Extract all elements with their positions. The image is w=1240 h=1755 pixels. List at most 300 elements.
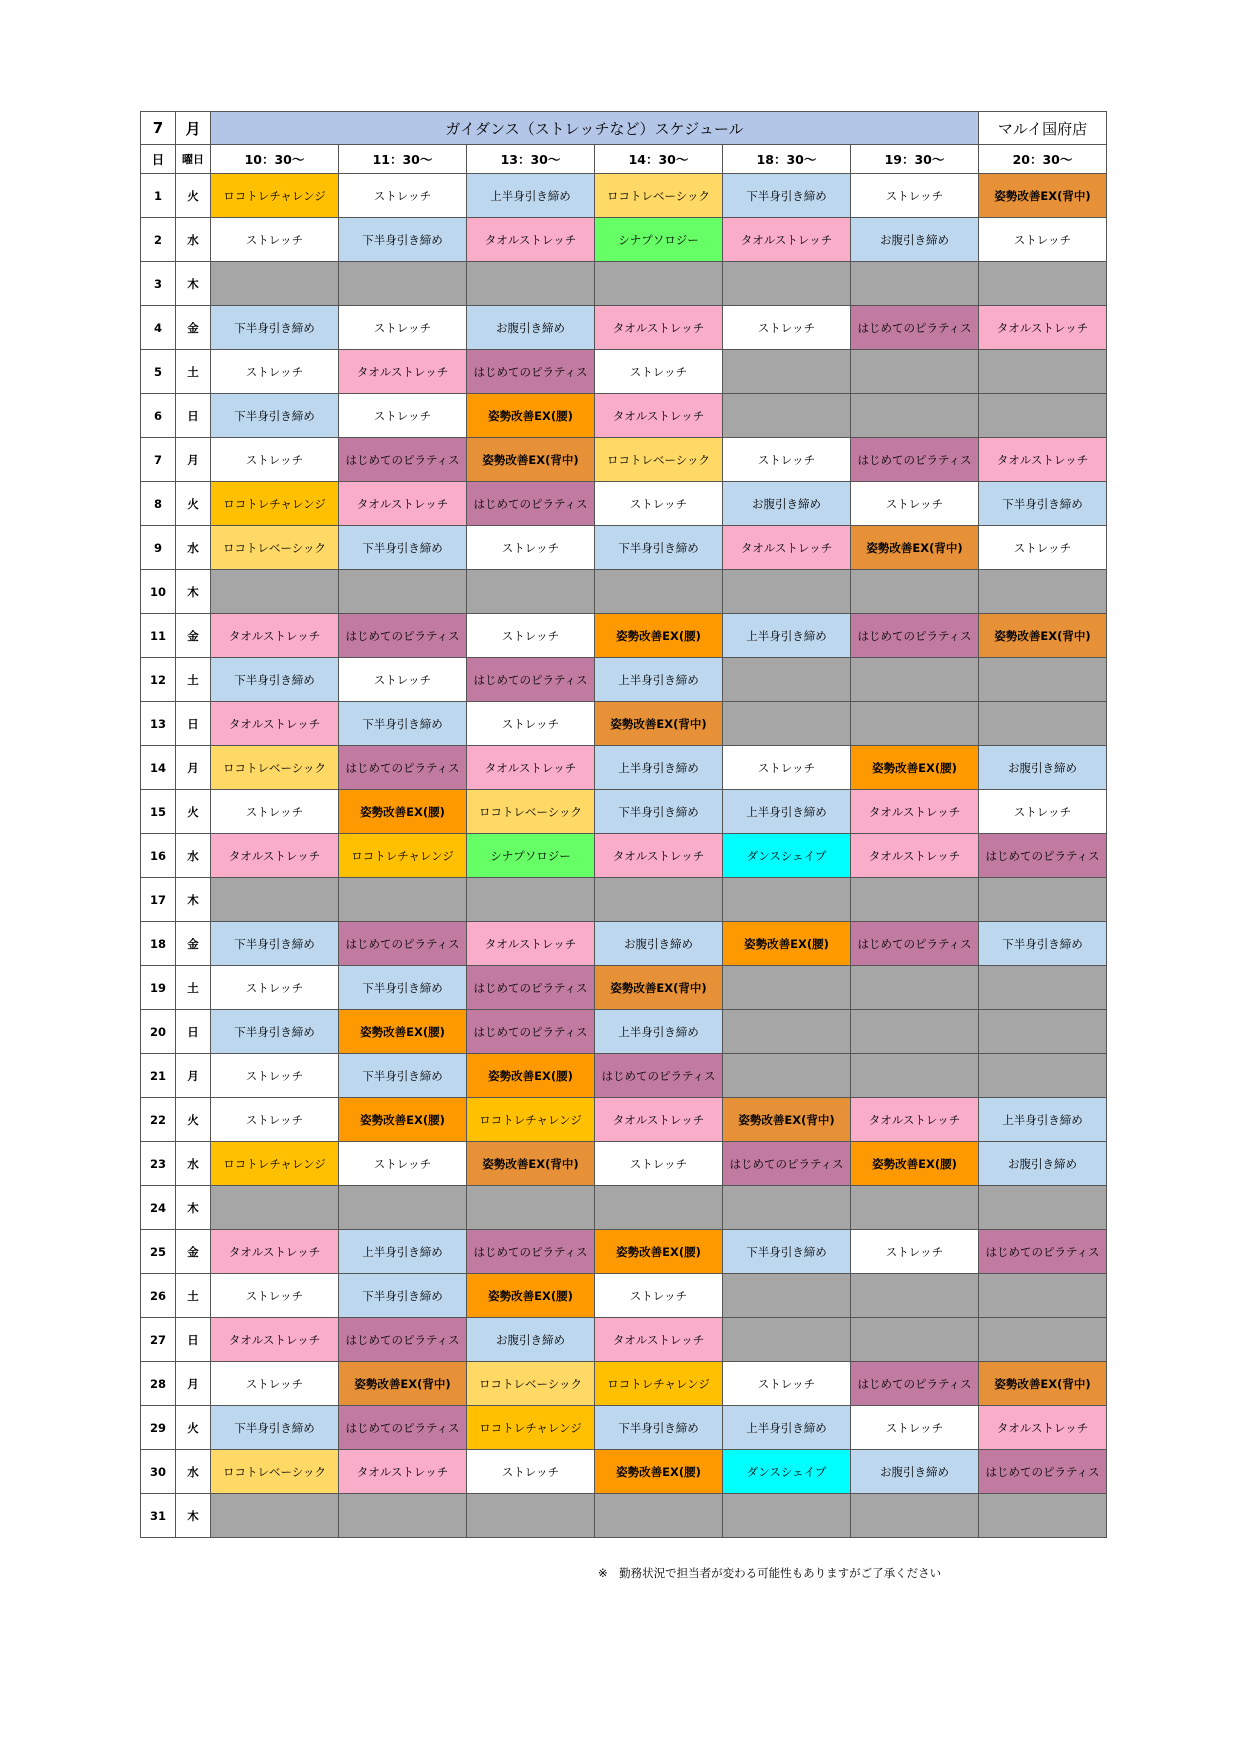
table-row (141, 922, 1107, 966)
table-row (141, 1406, 1107, 1450)
footer-note: ※ 勤務状況で担当者が変わる可能性もありますがご了承ください (598, 1566, 942, 1580)
closed-cell (339, 1186, 467, 1230)
closed-cell (339, 1494, 467, 1538)
day-number: 15 (141, 790, 176, 834)
class-cell: タオルストレッチ (595, 306, 723, 350)
class-cell: タオルストレッチ (211, 834, 339, 878)
class-cell: タオルストレッチ (979, 1406, 1107, 1450)
table-row (141, 614, 1107, 658)
class-cell: はじめてのピラティス (851, 306, 979, 350)
class-cell: ストレッチ (211, 1054, 339, 1098)
class-cell: ストレッチ (211, 790, 339, 834)
class-cell: 下半身引き締め (339, 526, 467, 570)
class-cell: 下半身引き締め (211, 922, 339, 966)
class-cell: ロコトレチャレンジ (339, 834, 467, 878)
class-cell: タオルストレッチ (467, 218, 595, 262)
class-cell: お腹引き締め (851, 1450, 979, 1494)
closed-cell (979, 1494, 1107, 1538)
class-cell: はじめてのピラティス (467, 658, 595, 702)
closed-cell (595, 1186, 723, 1230)
weekday-cell: 土 (176, 350, 211, 394)
class-cell: はじめてのピラティス (339, 1318, 467, 1362)
weekday-cell: 金 (176, 1230, 211, 1274)
closed-cell (851, 702, 979, 746)
class-cell: ダンスシェイプ (723, 834, 851, 878)
class-cell: 姿勢改善EX(腰) (595, 614, 723, 658)
day-number: 9 (141, 526, 176, 570)
weekday-cell: 日 (176, 702, 211, 746)
class-cell: ロコトレベーシック (211, 1450, 339, 1494)
class-cell: はじめてのピラティス (339, 922, 467, 966)
column-header-time: 10：30～ (211, 145, 339, 174)
closed-cell (979, 394, 1107, 438)
class-cell: お腹引き締め (467, 306, 595, 350)
class-cell: タオルストレッチ (211, 614, 339, 658)
class-cell: タオルストレッチ (595, 1318, 723, 1362)
closed-cell (467, 1186, 595, 1230)
weekday-cell: 金 (176, 614, 211, 658)
class-cell: シナプソロジー (595, 218, 723, 262)
class-cell: お腹引き締め (851, 218, 979, 262)
closed-cell (595, 878, 723, 922)
class-cell: 上半身引き締め (979, 1098, 1107, 1142)
class-cell: はじめてのピラティス (851, 922, 979, 966)
closed-cell (979, 1274, 1107, 1318)
class-cell: 下半身引き締め (211, 394, 339, 438)
class-cell: タオルストレッチ (595, 834, 723, 878)
weekday-cell: 月 (176, 1054, 211, 1098)
column-header-time: 13：30～ (467, 145, 595, 174)
class-cell: 姿勢改善EX(背中) (851, 526, 979, 570)
closed-cell (211, 570, 339, 614)
class-cell: 下半身引き締め (595, 1406, 723, 1450)
class-cell: お腹引き締め (723, 482, 851, 526)
day-number: 18 (141, 922, 176, 966)
closed-cell (211, 1494, 339, 1538)
class-cell: 姿勢改善EX(腰) (339, 1098, 467, 1142)
weekday-cell: 土 (176, 966, 211, 1010)
class-cell: ストレッチ (211, 438, 339, 482)
day-number: 19 (141, 966, 176, 1010)
class-cell: タオルストレッチ (339, 482, 467, 526)
class-cell: 下半身引き締め (595, 526, 723, 570)
class-cell: ロコトレチャレンジ (467, 1406, 595, 1450)
closed-cell (851, 658, 979, 702)
closed-cell (851, 262, 979, 306)
class-cell: 下半身引き締め (595, 790, 723, 834)
weekday-cell: 水 (176, 1450, 211, 1494)
weekday-cell: 木 (176, 1186, 211, 1230)
day-number: 25 (141, 1230, 176, 1274)
closed-cell (979, 350, 1107, 394)
closed-cell (723, 878, 851, 922)
day-number: 5 (141, 350, 176, 394)
day-number: 17 (141, 878, 176, 922)
closed-cell (979, 262, 1107, 306)
class-cell: ストレッチ (851, 1406, 979, 1450)
closed-cell (467, 1494, 595, 1538)
class-cell: ストレッチ (595, 350, 723, 394)
closed-cell (467, 262, 595, 306)
class-cell: ストレッチ (467, 1450, 595, 1494)
class-cell: 姿勢改善EX(背中) (467, 1142, 595, 1186)
day-number: 1 (141, 174, 176, 218)
class-cell: はじめてのピラティス (339, 1406, 467, 1450)
class-cell: ロコトレチャレンジ (211, 1142, 339, 1186)
closed-cell (979, 658, 1107, 702)
class-cell: はじめてのピラティス (595, 1054, 723, 1098)
day-number: 27 (141, 1318, 176, 1362)
class-cell: 下半身引き締め (339, 1054, 467, 1098)
class-cell: はじめてのピラティス (723, 1142, 851, 1186)
column-header-time: 11：30～ (339, 145, 467, 174)
class-cell: タオルストレッチ (851, 834, 979, 878)
table-row (141, 350, 1107, 394)
title-row (141, 112, 1107, 145)
class-cell: はじめてのピラティス (467, 482, 595, 526)
column-header-time: 14：30～ (595, 145, 723, 174)
closed-cell (211, 878, 339, 922)
class-cell: ダンスシェイプ (723, 1450, 851, 1494)
class-cell: ストレッチ (723, 438, 851, 482)
class-cell: お腹引き締め (595, 922, 723, 966)
day-number: 24 (141, 1186, 176, 1230)
class-cell: タオルストレッチ (979, 306, 1107, 350)
class-cell: ロコトレベーシック (595, 174, 723, 218)
closed-cell (851, 878, 979, 922)
table-row (141, 790, 1107, 834)
class-cell: シナプソロジー (467, 834, 595, 878)
weekday-cell: 水 (176, 526, 211, 570)
class-cell: 下半身引き締め (723, 1230, 851, 1274)
class-cell: ストレッチ (979, 526, 1107, 570)
class-cell: はじめてのピラティス (851, 438, 979, 482)
class-cell: 下半身引き締め (339, 1274, 467, 1318)
table-row (141, 746, 1107, 790)
day-number: 29 (141, 1406, 176, 1450)
table-row (141, 702, 1107, 746)
closed-cell (467, 878, 595, 922)
weekday-cell: 土 (176, 1274, 211, 1318)
class-cell: 上半身引き締め (339, 1230, 467, 1274)
class-cell: はじめてのピラティス (467, 350, 595, 394)
class-cell: ストレッチ (851, 174, 979, 218)
class-cell: はじめてのピラティス (467, 966, 595, 1010)
class-cell: ストレッチ (339, 394, 467, 438)
closed-cell (723, 394, 851, 438)
table-row (141, 438, 1107, 482)
class-cell: ロコトレチャレンジ (211, 174, 339, 218)
closed-cell (851, 394, 979, 438)
day-number: 13 (141, 702, 176, 746)
class-cell: タオルストレッチ (595, 394, 723, 438)
table-row (141, 834, 1107, 878)
weekday-cell: 木 (176, 1494, 211, 1538)
weekday-cell: 水 (176, 1142, 211, 1186)
class-cell: 姿勢改善EX(腰) (339, 790, 467, 834)
day-number: 10 (141, 570, 176, 614)
class-cell: ストレッチ (723, 306, 851, 350)
day-number: 30 (141, 1450, 176, 1494)
closed-cell (723, 1318, 851, 1362)
table-row (141, 174, 1107, 218)
class-cell: ストレッチ (595, 1274, 723, 1318)
class-cell: ストレッチ (851, 482, 979, 526)
class-cell: 姿勢改善EX(腰) (467, 394, 595, 438)
class-cell: 姿勢改善EX(背中) (723, 1098, 851, 1142)
class-cell: ロコトレチャレンジ (595, 1362, 723, 1406)
class-cell: 姿勢改善EX(背中) (339, 1362, 467, 1406)
column-header-time: 20：30～ (979, 145, 1107, 174)
table-row (141, 1098, 1107, 1142)
closed-cell (339, 878, 467, 922)
class-cell: ロコトレベーシック (467, 790, 595, 834)
table-row (141, 1186, 1107, 1230)
class-cell: タオルストレッチ (979, 438, 1107, 482)
weekday-cell: 金 (176, 306, 211, 350)
table-row (141, 1230, 1107, 1274)
weekday-cell: 日 (176, 1010, 211, 1054)
weekday-cell: 火 (176, 482, 211, 526)
class-cell: ストレッチ (467, 614, 595, 658)
class-cell: ストレッチ (339, 174, 467, 218)
closed-cell (723, 658, 851, 702)
table-row (141, 1010, 1107, 1054)
weekday-cell: 水 (176, 834, 211, 878)
class-cell: ストレッチ (211, 1274, 339, 1318)
table-row (141, 218, 1107, 262)
closed-cell (723, 966, 851, 1010)
class-cell: 上半身引き締め (595, 746, 723, 790)
closed-cell (211, 1186, 339, 1230)
class-cell: はじめてのピラティス (467, 1010, 595, 1054)
class-cell: ストレッチ (211, 218, 339, 262)
class-cell: タオルストレッチ (211, 702, 339, 746)
closed-cell (851, 1318, 979, 1362)
class-cell: はじめてのピラティス (467, 1230, 595, 1274)
class-cell: ストレッチ (979, 218, 1107, 262)
table-row (141, 658, 1107, 702)
day-number: 22 (141, 1098, 176, 1142)
closed-cell (595, 1494, 723, 1538)
class-cell: ストレッチ (723, 746, 851, 790)
class-cell: 下半身引き締め (339, 702, 467, 746)
closed-cell (339, 570, 467, 614)
class-cell: 上半身引き締め (595, 1010, 723, 1054)
day-number: 2 (141, 218, 176, 262)
class-cell: はじめてのピラティス (979, 834, 1107, 878)
month-label: 月 (176, 112, 211, 145)
table-row (141, 262, 1107, 306)
closed-cell (595, 570, 723, 614)
closed-cell (851, 1010, 979, 1054)
class-cell: お腹引き締め (467, 1318, 595, 1362)
class-cell: 姿勢改善EX(腰) (595, 1450, 723, 1494)
weekday-cell: 木 (176, 878, 211, 922)
class-cell: タオルストレッチ (467, 922, 595, 966)
table-row (141, 966, 1107, 1010)
table-row (141, 394, 1107, 438)
weekday-cell: 日 (176, 1318, 211, 1362)
day-number: 12 (141, 658, 176, 702)
weekday-cell: 火 (176, 1098, 211, 1142)
table-row (141, 1274, 1107, 1318)
class-cell: 姿勢改善EX(腰) (851, 746, 979, 790)
table-row (141, 1054, 1107, 1098)
class-cell: ストレッチ (467, 702, 595, 746)
class-cell: ストレッチ (339, 306, 467, 350)
class-cell: ロコトレベーシック (467, 1362, 595, 1406)
day-number: 7 (141, 438, 176, 482)
closed-cell (723, 262, 851, 306)
class-cell: タオルストレッチ (595, 1098, 723, 1142)
closed-cell (979, 1318, 1107, 1362)
weekday-cell: 月 (176, 746, 211, 790)
weekday-cell: 月 (176, 1362, 211, 1406)
table-row (141, 526, 1107, 570)
header-row (141, 145, 1107, 174)
class-cell: タオルストレッチ (851, 790, 979, 834)
class-cell: タオルストレッチ (467, 746, 595, 790)
day-number: 21 (141, 1054, 176, 1098)
class-cell: 上半身引き締め (723, 790, 851, 834)
weekday-cell: 水 (176, 218, 211, 262)
class-cell: 下半身引き締め (979, 922, 1107, 966)
table-row (141, 1318, 1107, 1362)
class-cell: タオルストレッチ (723, 218, 851, 262)
closed-cell (851, 1494, 979, 1538)
closed-cell (211, 262, 339, 306)
closed-cell (851, 570, 979, 614)
class-cell: 姿勢改善EX(腰) (467, 1054, 595, 1098)
weekday-cell: 木 (176, 262, 211, 306)
class-cell: ストレッチ (211, 966, 339, 1010)
class-cell: はじめてのピラティス (851, 614, 979, 658)
day-number: 6 (141, 394, 176, 438)
class-cell: 上半身引き締め (595, 658, 723, 702)
day-number: 31 (141, 1494, 176, 1538)
class-cell: 下半身引き締め (211, 306, 339, 350)
class-cell: 姿勢改善EX(背中) (979, 1362, 1107, 1406)
closed-cell (979, 966, 1107, 1010)
day-number: 28 (141, 1362, 176, 1406)
closed-cell (595, 262, 723, 306)
class-cell: 上半身引き締め (723, 614, 851, 658)
class-cell: はじめてのピラティス (851, 1362, 979, 1406)
class-cell: ストレッチ (979, 790, 1107, 834)
weekday-cell: 火 (176, 790, 211, 834)
closed-cell (723, 350, 851, 394)
column-header-weekday: 曜日 (176, 145, 211, 174)
closed-cell (339, 262, 467, 306)
class-cell: タオルストレッチ (339, 350, 467, 394)
closed-cell (723, 1494, 851, 1538)
weekday-cell: 月 (176, 438, 211, 482)
class-cell: はじめてのピラティス (979, 1230, 1107, 1274)
closed-cell (723, 1186, 851, 1230)
class-cell: はじめてのピラティス (339, 614, 467, 658)
store-name: マルイ国府店 (979, 112, 1107, 145)
class-cell: ストレッチ (339, 1142, 467, 1186)
table-row (141, 1450, 1107, 1494)
closed-cell (723, 1054, 851, 1098)
class-cell: 下半身引き締め (211, 658, 339, 702)
class-cell: ロコトレベーシック (211, 526, 339, 570)
class-cell: 姿勢改善EX(背中) (595, 702, 723, 746)
weekday-cell: 金 (176, 922, 211, 966)
class-cell: 下半身引き締め (211, 1406, 339, 1450)
class-cell: タオルストレッチ (211, 1318, 339, 1362)
closed-cell (979, 1186, 1107, 1230)
class-cell: 下半身引き締め (339, 218, 467, 262)
table-row (141, 878, 1107, 922)
closed-cell (851, 350, 979, 394)
weekday-cell: 日 (176, 394, 211, 438)
class-cell: ストレッチ (211, 1098, 339, 1142)
closed-cell (979, 878, 1107, 922)
closed-cell (851, 1274, 979, 1318)
class-cell: ストレッチ (595, 482, 723, 526)
class-cell: 姿勢改善EX(腰) (723, 922, 851, 966)
class-cell: タオルストレッチ (339, 1450, 467, 1494)
day-number: 8 (141, 482, 176, 526)
column-header-time: 18：30～ (723, 145, 851, 174)
class-cell: 姿勢改善EX(背中) (979, 174, 1107, 218)
class-cell: 姿勢改善EX(腰) (851, 1142, 979, 1186)
schedule-title: ガイダンス（ストレッチなど）スケジュール (211, 112, 979, 145)
class-cell: 姿勢改善EX(背中) (467, 438, 595, 482)
closed-cell (723, 702, 851, 746)
day-number: 14 (141, 746, 176, 790)
closed-cell (851, 1054, 979, 1098)
weekday-cell: 火 (176, 1406, 211, 1450)
class-cell: 姿勢改善EX(腰) (467, 1274, 595, 1318)
column-header-day: 日 (141, 145, 176, 174)
closed-cell (723, 1274, 851, 1318)
weekday-cell: 木 (176, 570, 211, 614)
day-number: 4 (141, 306, 176, 350)
class-cell: 上半身引き締め (723, 1406, 851, 1450)
weekday-cell: 土 (176, 658, 211, 702)
class-cell: 下半身引き締め (723, 174, 851, 218)
day-number: 16 (141, 834, 176, 878)
schedule-table (140, 111, 1107, 1538)
class-cell: ストレッチ (211, 350, 339, 394)
closed-cell (979, 1054, 1107, 1098)
class-cell: はじめてのピラティス (339, 438, 467, 482)
closed-cell (723, 570, 851, 614)
class-cell: ストレッチ (339, 658, 467, 702)
day-number: 3 (141, 262, 176, 306)
class-cell: 上半身引き締め (467, 174, 595, 218)
day-number: 26 (141, 1274, 176, 1318)
closed-cell (851, 966, 979, 1010)
column-header-time: 19：30～ (851, 145, 979, 174)
class-cell: ロコトレチャレンジ (467, 1098, 595, 1142)
class-cell: ストレッチ (723, 1362, 851, 1406)
class-cell: ロコトレチャレンジ (211, 482, 339, 526)
closed-cell (979, 702, 1107, 746)
class-cell: ロコトレベーシック (595, 438, 723, 482)
class-cell: ストレッチ (851, 1230, 979, 1274)
table-row (141, 1494, 1107, 1538)
class-cell: タオルストレッチ (211, 1230, 339, 1274)
class-cell: お腹引き締め (979, 746, 1107, 790)
closed-cell (979, 1010, 1107, 1054)
class-cell: ストレッチ (467, 526, 595, 570)
closed-cell (851, 1186, 979, 1230)
day-number: 23 (141, 1142, 176, 1186)
